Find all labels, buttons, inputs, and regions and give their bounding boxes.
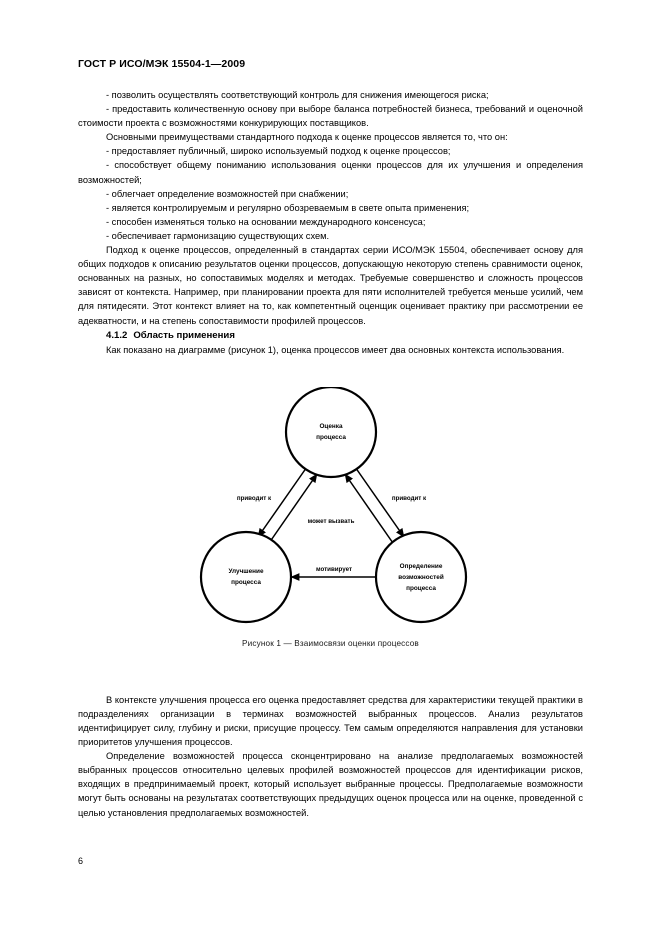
section-number: 4.1.2 [106,329,128,341]
paragraph-capability-context: Определение возможностей процесса сконцентрировано на анализе предполагаемых возможностей выбранных процессов относительно целевых профилей возможностей процессов для идентификации рисков, входящих в предпринимаемый проект, который использует выбранные процессы. Предполагаемые возможности могут быть основаны на результатах соответствующих предыдущих оценок процесса или на оценке, проведенной с целью установления предполагаемых возможностей. [78,751,583,818]
section-heading [78,329,583,343]
lead-in-paragraph: Основными преимуществами стандартного подхода к оценке процессов является то, что он: [106,132,508,143]
bullet-item: - предоставить количественную основу при выборе баланса потребностей бизнеса, требований и оценочной стоимости проекта с возможностями конкурирующих поставщиков. [78,104,583,129]
section-title: Область применения [133,329,235,341]
bullet-item: - способствует общему пониманию использования оценки процессов для их улучшения и определения возможностей; [78,160,583,185]
node-label-improvement-line1: Улучшение [227,567,264,575]
node-label-improvement-line2: процесса [230,578,261,586]
edge-capability-to-assessment [345,474,395,546]
node-label-capability-line1: Определение [399,562,442,570]
figure-1 [78,387,583,667]
edge-label-right-leads-to: приводит к [391,494,426,502]
node-label-assessment-line2: процесса [315,433,346,441]
edge-label-left-leads-to: приводит к [236,494,271,502]
paragraph-improvement-context: В контексте улучшения процесса его оценка предоставляет средства для характеристики текущей практики в подразделениях организации в терминах возможностей выбранных процессов. Анализ результатов идентифицирует силу, глубину и риски, присущие процессу. Тем самым определяются направления для установки приоритетов улучшения процессов. [78,694,583,748]
page-content [78,58,583,820]
bullet-item: - является контролируемым и регулярно обозреваемым в свете опыта применения; [106,202,470,213]
document-header: ГОСТ Р ИСО/МЭК 15504-1—2009 [78,58,246,70]
node-process-assessment [286,387,376,477]
node-label-assessment-line1: Оценка [318,422,343,430]
page-number: 6 [78,856,84,866]
bullet-item: - облегчает определение возможностей при снабжении; [106,188,349,199]
edge-label-motivates: мотивирует [315,565,352,573]
paragraph-approach: Подход к оценке процессов, определенный в стандартах серии ИСО/МЭК 15504, обеспечивает основу для общих подходов к описанию результатов оценки процессов, допускающую некоторую степень сравнимости оценок, основанных на разных, но сопоставимых моделях и методах. Требуемые совершенство и сложность процессов зависят от контекста. Например, при планировании проекта для пяти исполнителей требуется меньше усилий, чем для пятидесяти. Этот контекст влияет на то, как компетентный оценщик оценивает практику при рассмотрении ее адекватности, и на степень сопоставимости профилей процессов. [78,245,583,326]
node-label-capability-line3: процесса [405,584,436,592]
process-assessment-relationship-diagram [181,387,481,637]
bullet-item: - способен изменяться только на основании международного консенсуса; [106,216,426,227]
bullet-item: - обеспечивает гармонизацию существующих схем. [106,230,330,241]
edge-improvement-to-assessment [267,474,317,546]
bullet-item: - предоставляет публичный, широко используемый подход к оценке процессов; [106,146,451,157]
figure-caption: Рисунок 1 — Взаимосвязи оценки процессов [242,638,419,648]
bullet-item: - позволить осуществлять соответствующий контроль для снижения имеющегося риска; [106,90,489,100]
paragraph-scope: Как показано на диаграмме (рисунок 1), оценка процессов имеет два основных контекста использования. [106,344,565,355]
edge-label-may-cause: может вызвать [307,517,354,525]
node-process-improvement [201,532,291,622]
node-label-capability-line2: возможностей [397,573,444,581]
